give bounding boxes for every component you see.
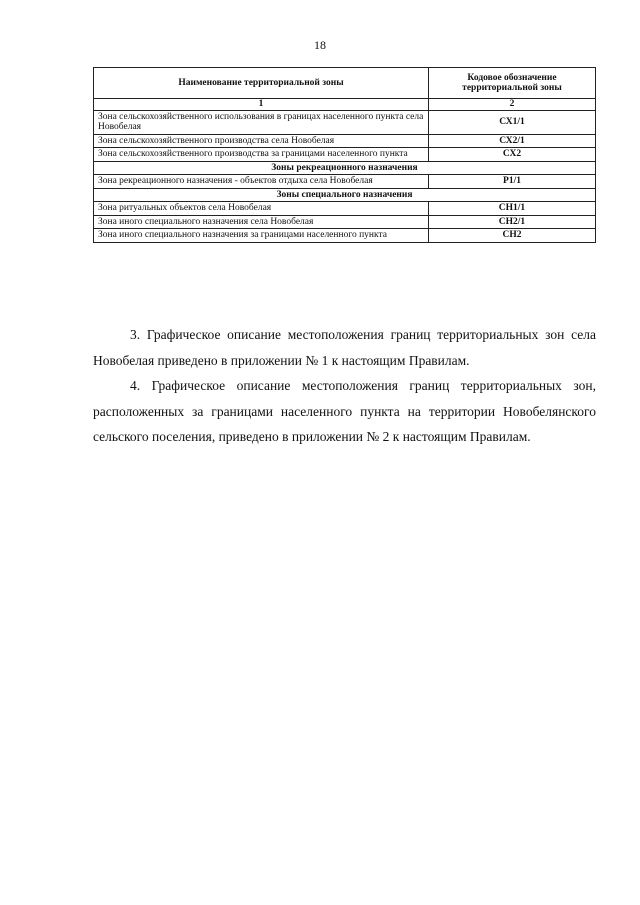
zone-code-cell: СН1/1 <box>429 202 596 216</box>
zone-name-cell: Зона сельскохозяйственного использования в границах населенного пункта села Новобелая <box>94 110 429 134</box>
zone-name-cell: Зона сельскохозяйственного производства села Новобелая <box>94 134 429 148</box>
zone-code-cell: СХ2/1 <box>429 134 596 148</box>
zone-name-cell: Зона сельскохозяйственного производства за границами населенного пункта <box>94 148 429 162</box>
zone-name-cell: Зона иного специального назначения села Новобелая <box>94 215 429 229</box>
zone-name-cell: Зона рекреационного назначения - объектов отдыха села Новобелая <box>94 175 429 189</box>
zone-code-cell: СХ1/1 <box>429 110 596 134</box>
column-number-name: 1 <box>94 99 429 111</box>
table-row <box>94 110 596 134</box>
section-row <box>94 188 596 202</box>
column-numbers-row <box>94 99 596 111</box>
table-row <box>94 175 596 189</box>
table-row <box>94 202 596 216</box>
section-title-recreational: Зоны рекреационного назначения <box>94 161 596 175</box>
zone-code-cell: СН2 <box>429 229 596 243</box>
table-row <box>94 229 596 243</box>
column-number-code: 2 <box>429 99 596 111</box>
zones-table <box>93 67 596 243</box>
header-zone-name: Наименование территориальной зоны <box>94 68 429 99</box>
table-row <box>94 215 596 229</box>
table-header-row <box>94 68 596 99</box>
paragraph-4: 4. Графическое описание местоположения границ территориальных зон, расположенных за границами населенного пункта на территории Новобелянского сельского поселения, приведено в приложении № 2 к настоящим Правилам. <box>93 378 596 444</box>
table-row <box>94 148 596 162</box>
zone-name-cell: Зона иного специального назначения за границами населенного пункта <box>94 229 429 243</box>
page-number: 18 <box>314 38 326 52</box>
zone-code-cell: СХ2 <box>429 148 596 162</box>
zone-code-cell: Р1/1 <box>429 175 596 189</box>
table-row <box>94 134 596 148</box>
zone-name-cell: Зона ритуальных объектов села Новобелая <box>94 202 429 216</box>
section-title-special: Зоны специального назначения <box>94 188 596 202</box>
section-row <box>94 161 596 175</box>
zone-code-cell: СН2/1 <box>429 215 596 229</box>
paragraph-3: 3. Графическое описание местоположения границ территориальных зон села Новобелая приведено в приложении № 1 к настоящим Правилам. <box>93 327 596 368</box>
header-zone-code: Кодовое обозначение территориальной зоны <box>429 68 596 99</box>
